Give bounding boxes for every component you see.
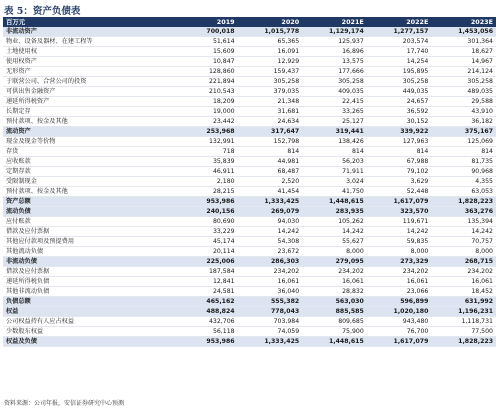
- cell-value: 240,156: [173, 207, 238, 217]
- cell-value: 25,127: [302, 117, 367, 127]
- cell-value: 45,174: [173, 237, 238, 247]
- table-row: [3, 147, 496, 157]
- cell-value: 16,061: [431, 277, 496, 287]
- cell-value: 68,487: [238, 167, 303, 177]
- cell-value: 363,276: [431, 207, 496, 217]
- cell-value: 128,860: [173, 67, 238, 77]
- cell-value: 234,202: [367, 267, 432, 277]
- table-row: [3, 297, 496, 307]
- row-label: 无形资产: [3, 67, 173, 77]
- cell-value: 43,910: [431, 107, 496, 117]
- cell-value: 16,896: [302, 47, 367, 57]
- cell-value: 187,584: [173, 267, 238, 277]
- table-row: [3, 67, 496, 77]
- cell-value: 55,627: [302, 237, 367, 247]
- row-label: 其他非流动负债: [3, 287, 173, 297]
- cell-value: 1,617,079: [367, 197, 432, 207]
- cell-value: 33,265: [302, 107, 367, 117]
- table-row: [3, 177, 496, 187]
- header-year: 2020: [238, 17, 303, 27]
- cell-value: 563,030: [302, 297, 367, 307]
- cell-value: 28,832: [302, 287, 367, 297]
- table-row: [3, 257, 496, 267]
- table-row: [3, 277, 496, 287]
- cell-value: 273,329: [367, 257, 432, 267]
- cell-value: 432,706: [173, 317, 238, 327]
- row-label: 受限制现金: [3, 177, 173, 187]
- cell-value: 778,043: [238, 307, 303, 317]
- cell-value: 12,841: [173, 277, 238, 287]
- cell-value: 29,588: [431, 97, 496, 107]
- cell-value: 80,690: [173, 217, 238, 227]
- cell-value: 305,258: [367, 77, 432, 87]
- cell-value: 409,035: [302, 87, 367, 97]
- table-title: 表 5：资产负债表: [4, 6, 81, 17]
- cell-value: 317,647: [238, 127, 303, 137]
- row-label: 非流动负债: [3, 257, 173, 267]
- cell-value: 159,437: [238, 67, 303, 77]
- cell-value: 1,277,157: [367, 27, 432, 37]
- cell-value: 234,202: [431, 267, 496, 277]
- table-row: [3, 197, 496, 207]
- cell-value: 77,500: [431, 327, 496, 337]
- cell-value: 718: [173, 147, 238, 157]
- cell-value: 8,000: [302, 247, 367, 257]
- cell-value: 1,828,223: [431, 197, 496, 207]
- table-row: [3, 157, 496, 167]
- cell-value: 2,180: [173, 177, 238, 187]
- cell-value: 152,798: [238, 137, 303, 147]
- cell-value: 135,394: [431, 217, 496, 227]
- cell-value: 8,000: [431, 247, 496, 257]
- row-label: 使用权资产: [3, 57, 173, 67]
- cell-value: 63,053: [431, 187, 496, 197]
- cell-value: 74,059: [238, 327, 303, 337]
- cell-value: 1,129,174: [302, 27, 367, 37]
- row-label: 其他应付款项及预提费用: [3, 237, 173, 247]
- cell-value: 953,986: [173, 337, 238, 347]
- row-label: 预付款项、按金及其他: [3, 117, 173, 127]
- cell-value: 23,672: [238, 247, 303, 257]
- cell-value: 44,981: [238, 157, 303, 167]
- cell-value: 283,935: [302, 207, 367, 217]
- cell-value: 24,657: [367, 97, 432, 107]
- table-row: [3, 127, 496, 137]
- table-row: [3, 217, 496, 227]
- cell-value: 56,118: [173, 327, 238, 337]
- row-label: 流动负债: [3, 207, 173, 217]
- cell-value: 234,202: [302, 267, 367, 277]
- cell-value: 489,035: [431, 87, 496, 97]
- cell-value: 1,448,615: [302, 337, 367, 347]
- row-label: 于联营公司、合营公司的投资: [3, 77, 173, 87]
- cell-value: 54,308: [238, 237, 303, 247]
- cell-value: 16,061: [302, 277, 367, 287]
- cell-value: 33,229: [173, 227, 238, 237]
- cell-value: 814: [238, 147, 303, 157]
- cell-value: 18,627: [431, 47, 496, 57]
- cell-value: 59,835: [367, 237, 432, 247]
- cell-value: 15,609: [173, 47, 238, 57]
- row-label: 公司权益持有人应占权益: [3, 317, 173, 327]
- row-label: 应收账款: [3, 157, 173, 167]
- table-row: [3, 37, 496, 47]
- cell-value: 71,911: [302, 167, 367, 177]
- row-label: 借款及应付票据: [3, 227, 173, 237]
- cell-value: 138,426: [302, 137, 367, 147]
- cell-value: 16,091: [238, 47, 303, 57]
- row-label: 应付账款: [3, 217, 173, 227]
- row-label: 土地使用权: [3, 47, 173, 57]
- cell-value: 10,847: [173, 57, 238, 67]
- row-label: 存货: [3, 147, 173, 157]
- cell-value: 221,894: [173, 77, 238, 87]
- cell-value: 234,202: [238, 267, 303, 277]
- cell-value: 177,666: [302, 67, 367, 77]
- cell-value: 375,167: [431, 127, 496, 137]
- row-label: 非流动资产: [3, 27, 173, 37]
- cell-value: 16,061: [367, 277, 432, 287]
- row-label: 负债总额: [3, 297, 173, 307]
- cell-value: 28,215: [173, 187, 238, 197]
- cell-value: 319,441: [302, 127, 367, 137]
- table-row: [3, 97, 496, 107]
- cell-value: 35,839: [173, 157, 238, 167]
- cell-value: 885,585: [302, 307, 367, 317]
- cell-value: 36,182: [431, 117, 496, 127]
- cell-value: 1,448,615: [302, 197, 367, 207]
- table-row: [3, 27, 496, 37]
- cell-value: 814: [431, 147, 496, 157]
- cell-value: 225,006: [173, 257, 238, 267]
- cell-value: 305,258: [238, 77, 303, 87]
- cell-value: 3,024: [302, 177, 367, 187]
- cell-value: 700,018: [173, 27, 238, 37]
- cell-value: 323,570: [367, 207, 432, 217]
- cell-value: 4,355: [431, 177, 496, 187]
- table-row: [3, 87, 496, 97]
- table-row: [3, 137, 496, 147]
- row-label: 现金及现金等价物: [3, 137, 173, 147]
- cell-value: 18,452: [431, 287, 496, 297]
- cell-value: 286,303: [238, 257, 303, 267]
- cell-value: 46,911: [173, 167, 238, 177]
- cell-value: 2,520: [238, 177, 303, 187]
- cell-value: 210,543: [173, 87, 238, 97]
- row-label: 长期定存: [3, 107, 173, 117]
- cell-value: 465,162: [173, 297, 238, 307]
- cell-value: 1,828,223: [431, 337, 496, 347]
- row-label: 定期存款: [3, 167, 173, 177]
- cell-value: 488,824: [173, 307, 238, 317]
- table-row: [3, 337, 496, 347]
- row-label: 递延所得税负债: [3, 277, 173, 287]
- cell-value: 943,480: [367, 317, 432, 327]
- cell-value: 17,740: [367, 47, 432, 57]
- row-label: 资产总额: [3, 197, 173, 207]
- cell-value: 1,020,180: [367, 307, 432, 317]
- cell-value: 269,079: [238, 207, 303, 217]
- row-label: 预付款项、按金及其他: [3, 187, 173, 197]
- cell-value: 253,968: [173, 127, 238, 137]
- row-label: 权益: [3, 307, 173, 317]
- cell-value: 268,715: [431, 257, 496, 267]
- cell-value: 631,992: [431, 297, 496, 307]
- header-year: 2023E: [431, 17, 496, 27]
- cell-value: 119,671: [367, 217, 432, 227]
- header-unit: 百万元: [3, 17, 173, 27]
- cell-value: 14,967: [431, 57, 496, 67]
- table-row: [3, 317, 496, 327]
- row-label: 借款及应付票据: [3, 267, 173, 277]
- source-note: 资料来源：公司年报，安信证券研究中心预测: [4, 400, 125, 407]
- cell-value: 305,258: [302, 77, 367, 87]
- row-label: 可供出售金融资产: [3, 87, 173, 97]
- cell-value: 125,069: [431, 137, 496, 147]
- balance-sheet-table: [3, 17, 496, 347]
- cell-value: 1,617,079: [367, 337, 432, 347]
- row-label: 少数股东权益: [3, 327, 173, 337]
- cell-value: 14,242: [238, 227, 303, 237]
- cell-value: 13,575: [302, 57, 367, 67]
- row-label: 其他流动负债: [3, 247, 173, 257]
- cell-value: 125,937: [302, 37, 367, 47]
- cell-value: 30,152: [367, 117, 432, 127]
- row-label: 权益及负债: [3, 337, 173, 347]
- cell-value: 305,258: [431, 77, 496, 87]
- cell-value: 14,242: [302, 227, 367, 237]
- cell-value: 1,118,731: [431, 317, 496, 327]
- cell-value: 105,262: [302, 217, 367, 227]
- cell-value: 20,114: [173, 247, 238, 257]
- cell-value: 195,895: [367, 67, 432, 77]
- table-row: [3, 307, 496, 317]
- header-year: 2022E: [367, 17, 432, 27]
- table-row: [3, 117, 496, 127]
- cell-value: 16,061: [238, 277, 303, 287]
- cell-value: 1,015,778: [238, 27, 303, 37]
- cell-value: 67,988: [367, 157, 432, 167]
- cell-value: 14,242: [431, 227, 496, 237]
- table-row: [3, 187, 496, 197]
- cell-value: 79,102: [367, 167, 432, 177]
- cell-value: 132,991: [173, 137, 238, 147]
- cell-value: 52,448: [367, 187, 432, 197]
- cell-value: 19,000: [173, 107, 238, 117]
- cell-value: 14,254: [367, 57, 432, 67]
- cell-value: 214,124: [431, 67, 496, 77]
- table-row: [3, 167, 496, 177]
- cell-value: 23,066: [367, 287, 432, 297]
- cell-value: 18,209: [173, 97, 238, 107]
- cell-value: 81,735: [431, 157, 496, 167]
- cell-value: 814: [367, 147, 432, 157]
- cell-value: 596,899: [367, 297, 432, 307]
- cell-value: 953,986: [173, 197, 238, 207]
- cell-value: 36,040: [238, 287, 303, 297]
- row-label: 递延所得税资产: [3, 97, 173, 107]
- cell-value: 56,203: [302, 157, 367, 167]
- table-row: [3, 237, 496, 247]
- cell-value: 90,968: [431, 167, 496, 177]
- header-year: 2019: [173, 17, 238, 27]
- row-label: 流动资产: [3, 127, 173, 137]
- cell-value: 31,681: [238, 107, 303, 117]
- cell-value: 814: [302, 147, 367, 157]
- cell-value: 449,035: [367, 87, 432, 97]
- cell-value: 22,415: [302, 97, 367, 107]
- cell-value: 127,963: [367, 137, 432, 147]
- table-row: [3, 227, 496, 237]
- table-row: [3, 77, 496, 87]
- cell-value: 203,574: [367, 37, 432, 47]
- cell-value: 1,333,425: [238, 197, 303, 207]
- table-row: [3, 207, 496, 217]
- cell-value: 70,757: [431, 237, 496, 247]
- cell-value: 339,922: [367, 127, 432, 137]
- cell-value: 703,984: [238, 317, 303, 327]
- table-row: [3, 287, 496, 297]
- cell-value: 1,453,056: [431, 27, 496, 37]
- cell-value: 14,242: [367, 227, 432, 237]
- cell-value: 301,364: [431, 37, 496, 47]
- cell-value: 1,333,425: [238, 337, 303, 347]
- cell-value: 379,035: [238, 87, 303, 97]
- header-year: 2021E: [302, 17, 367, 27]
- row-label: 物业、设备及器材、在建工程等: [3, 37, 173, 47]
- cell-value: 76,700: [367, 327, 432, 337]
- cell-value: 36,592: [367, 107, 432, 117]
- cell-value: 41,750: [302, 187, 367, 197]
- cell-value: 75,900: [302, 327, 367, 337]
- table-row: [3, 327, 496, 337]
- cell-value: 23,442: [173, 117, 238, 127]
- cell-value: 51,614: [173, 37, 238, 47]
- cell-value: 41,454: [238, 187, 303, 197]
- table-row: [3, 107, 496, 117]
- cell-value: 3,629: [367, 177, 432, 187]
- cell-value: 1,196,231: [431, 307, 496, 317]
- table-row: [3, 57, 496, 67]
- table-row: [3, 267, 496, 277]
- header-row: [3, 17, 496, 27]
- cell-value: 24,634: [238, 117, 303, 127]
- cell-value: 12,929: [238, 57, 303, 67]
- cell-value: 24,581: [173, 287, 238, 297]
- cell-value: 279,095: [302, 257, 367, 267]
- cell-value: 21,348: [238, 97, 303, 107]
- cell-value: 555,382: [238, 297, 303, 307]
- table-row: [3, 47, 496, 57]
- cell-value: 8,000: [367, 247, 432, 257]
- table-row: [3, 247, 496, 257]
- cell-value: 809,685: [302, 317, 367, 327]
- cell-value: 65,365: [238, 37, 303, 47]
- cell-value: 94,030: [238, 217, 303, 227]
